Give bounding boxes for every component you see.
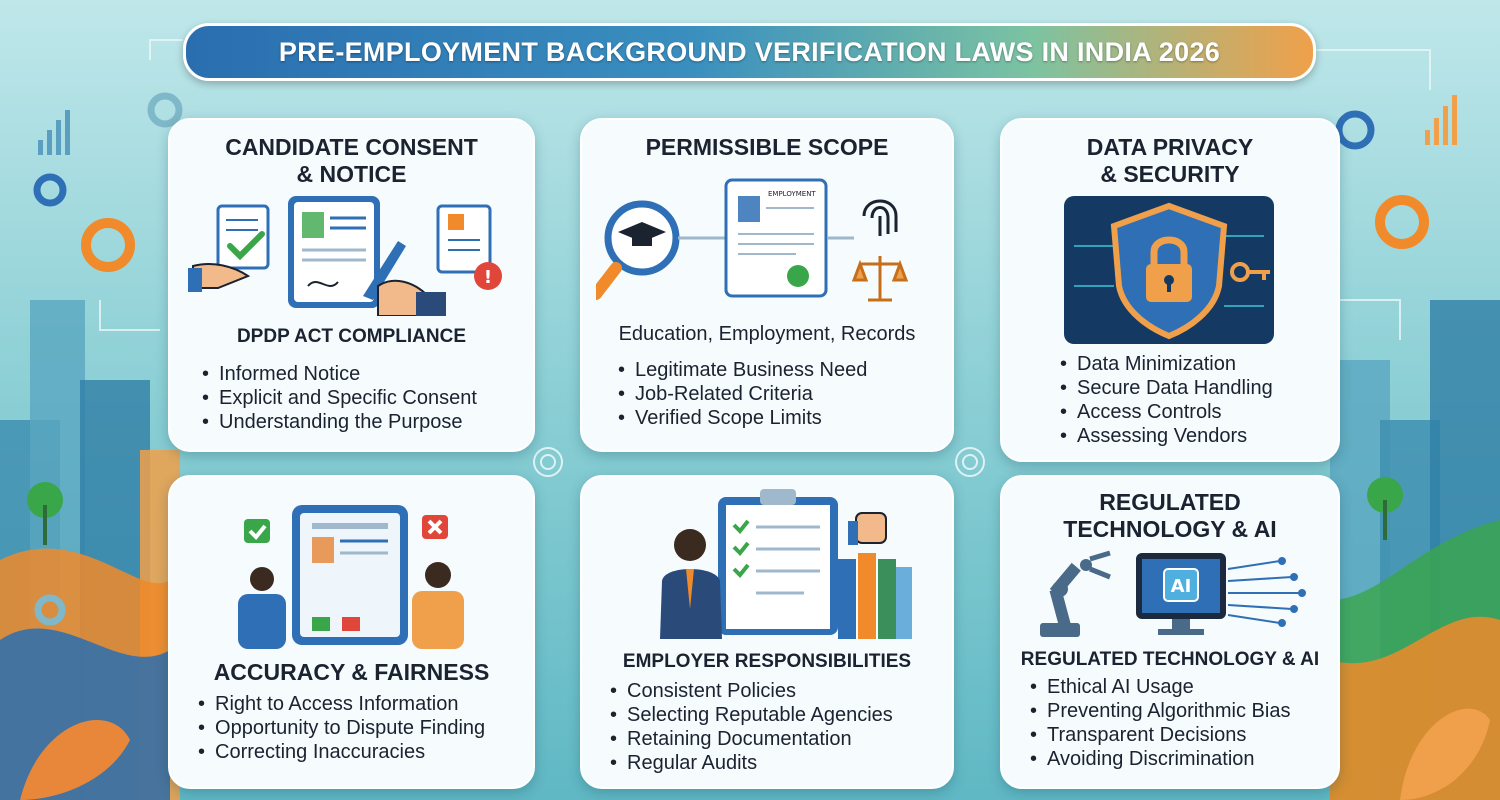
tech-illustration [1030,549,1310,641]
svg-text:!: ! [483,267,493,288]
magnifier-graduation-cap-icon [596,204,676,294]
list-item: • Retaining Documentation [610,727,893,751]
tech-list [1030,675,1290,771]
card-data-privacy [1000,118,1340,462]
card-title-line1: CANDIDATE CONSENT [225,134,478,160]
list-item: • Understanding the Purpose [202,410,477,434]
card-title-line2: & SECURITY [1100,161,1240,187]
ai-monitor-icon [1136,553,1226,635]
list-item: • Selecting Reputable Agencies [610,703,893,727]
document-label: EMPLOYMENT [768,190,816,198]
tablet-profile-icon [292,505,408,645]
list-item: • Consistent Policies [610,679,893,703]
card-title-line1: DATA PRIVACY [1086,134,1254,160]
card-title-line1: REGULATED [1099,489,1241,515]
title-banner [183,23,1316,81]
list-item: • Verified Scope Limits [618,406,867,430]
thumbs-up-icon [848,513,886,545]
card-employer-responsibilities [580,475,954,789]
circuit-icon [1228,558,1305,626]
card-candidate-consent [168,118,535,452]
list-item: • Legitimate Business Need [618,358,867,382]
list-item: • Access Controls [1060,400,1273,424]
employer-list [610,679,893,775]
list-item: • Job-Related Criteria [618,382,867,406]
scope-list [618,358,867,430]
card-title-line2: & NOTICE [296,161,407,187]
privacy-list [1060,352,1273,448]
accuracy-illustration [232,499,472,649]
fingerprint-icon [864,201,896,236]
card-subtitle: REGULATED TECHNOLOGY & AI [1020,649,1320,670]
list-item: • Informed Notice [202,362,477,386]
scope-line: Education, Employment, Records [618,323,916,345]
list-item: • Secure Data Handling [1060,376,1273,400]
list-item: • Correcting Inaccuracies [198,740,485,764]
card-regulated-technology [1000,475,1340,789]
cross-badge-icon [422,515,448,539]
list-item: • Opportunity to Dispute Finding [198,716,485,740]
warning-document-icon [438,206,502,290]
list-item: • Ethical AI Usage [1030,675,1290,699]
privacy-illustration [1064,196,1274,344]
list-item: • Avoiding Discrimination [1030,747,1290,771]
list-item: • Preventing Algorithmic Bias [1030,699,1290,723]
robot-arm-icon [1040,553,1110,637]
card-title [1002,489,1338,543]
clipboard-checklist-icon [718,489,838,635]
employment-certificate-icon [726,180,826,296]
list-item: • Data Minimization [1060,352,1273,376]
list-item: • Transparent Decisions [1030,723,1290,747]
consent-illustration [188,196,518,316]
card-accuracy-fairness [168,475,535,789]
check-badge-icon [244,519,270,543]
card-subtitle: DPDP ACT COMPLIANCE [236,326,467,347]
consent-list [202,362,477,434]
accuracy-list [198,692,485,764]
employer-illustration [624,489,914,639]
signing-hand-icon [288,196,446,316]
binders-icon [838,553,912,639]
justice-scales-icon [854,256,906,300]
scope-illustration [596,176,936,316]
person-right [412,562,464,649]
card-title: ACCURACY & FAIRNESS [213,659,490,685]
card-permissible-scope [580,118,954,452]
list-item: • Explicit and Specific Consent [202,386,477,410]
list-item: • Right to Access Information [198,692,485,716]
card-title [1002,134,1338,188]
page-title: PRE-EMPLOYMENT BACKGROUND VERIFICATION LAWS IN INDIA 2026 [278,36,1221,67]
card-title-line2: TECHNOLOGY & AI [1063,516,1277,542]
monitor-label: AI [1170,576,1192,597]
person-businessman [660,529,722,639]
card-title [170,134,533,188]
card-title: EMPLOYER RESPONSIBILITIES [622,651,912,672]
consent-document-icon [188,206,268,292]
list-item: • Regular Audits [610,751,893,775]
list-item: • Assessing Vendors [1060,424,1273,448]
card-title: PERMISSIBLE SCOPE [645,134,889,160]
person-left [238,567,286,649]
